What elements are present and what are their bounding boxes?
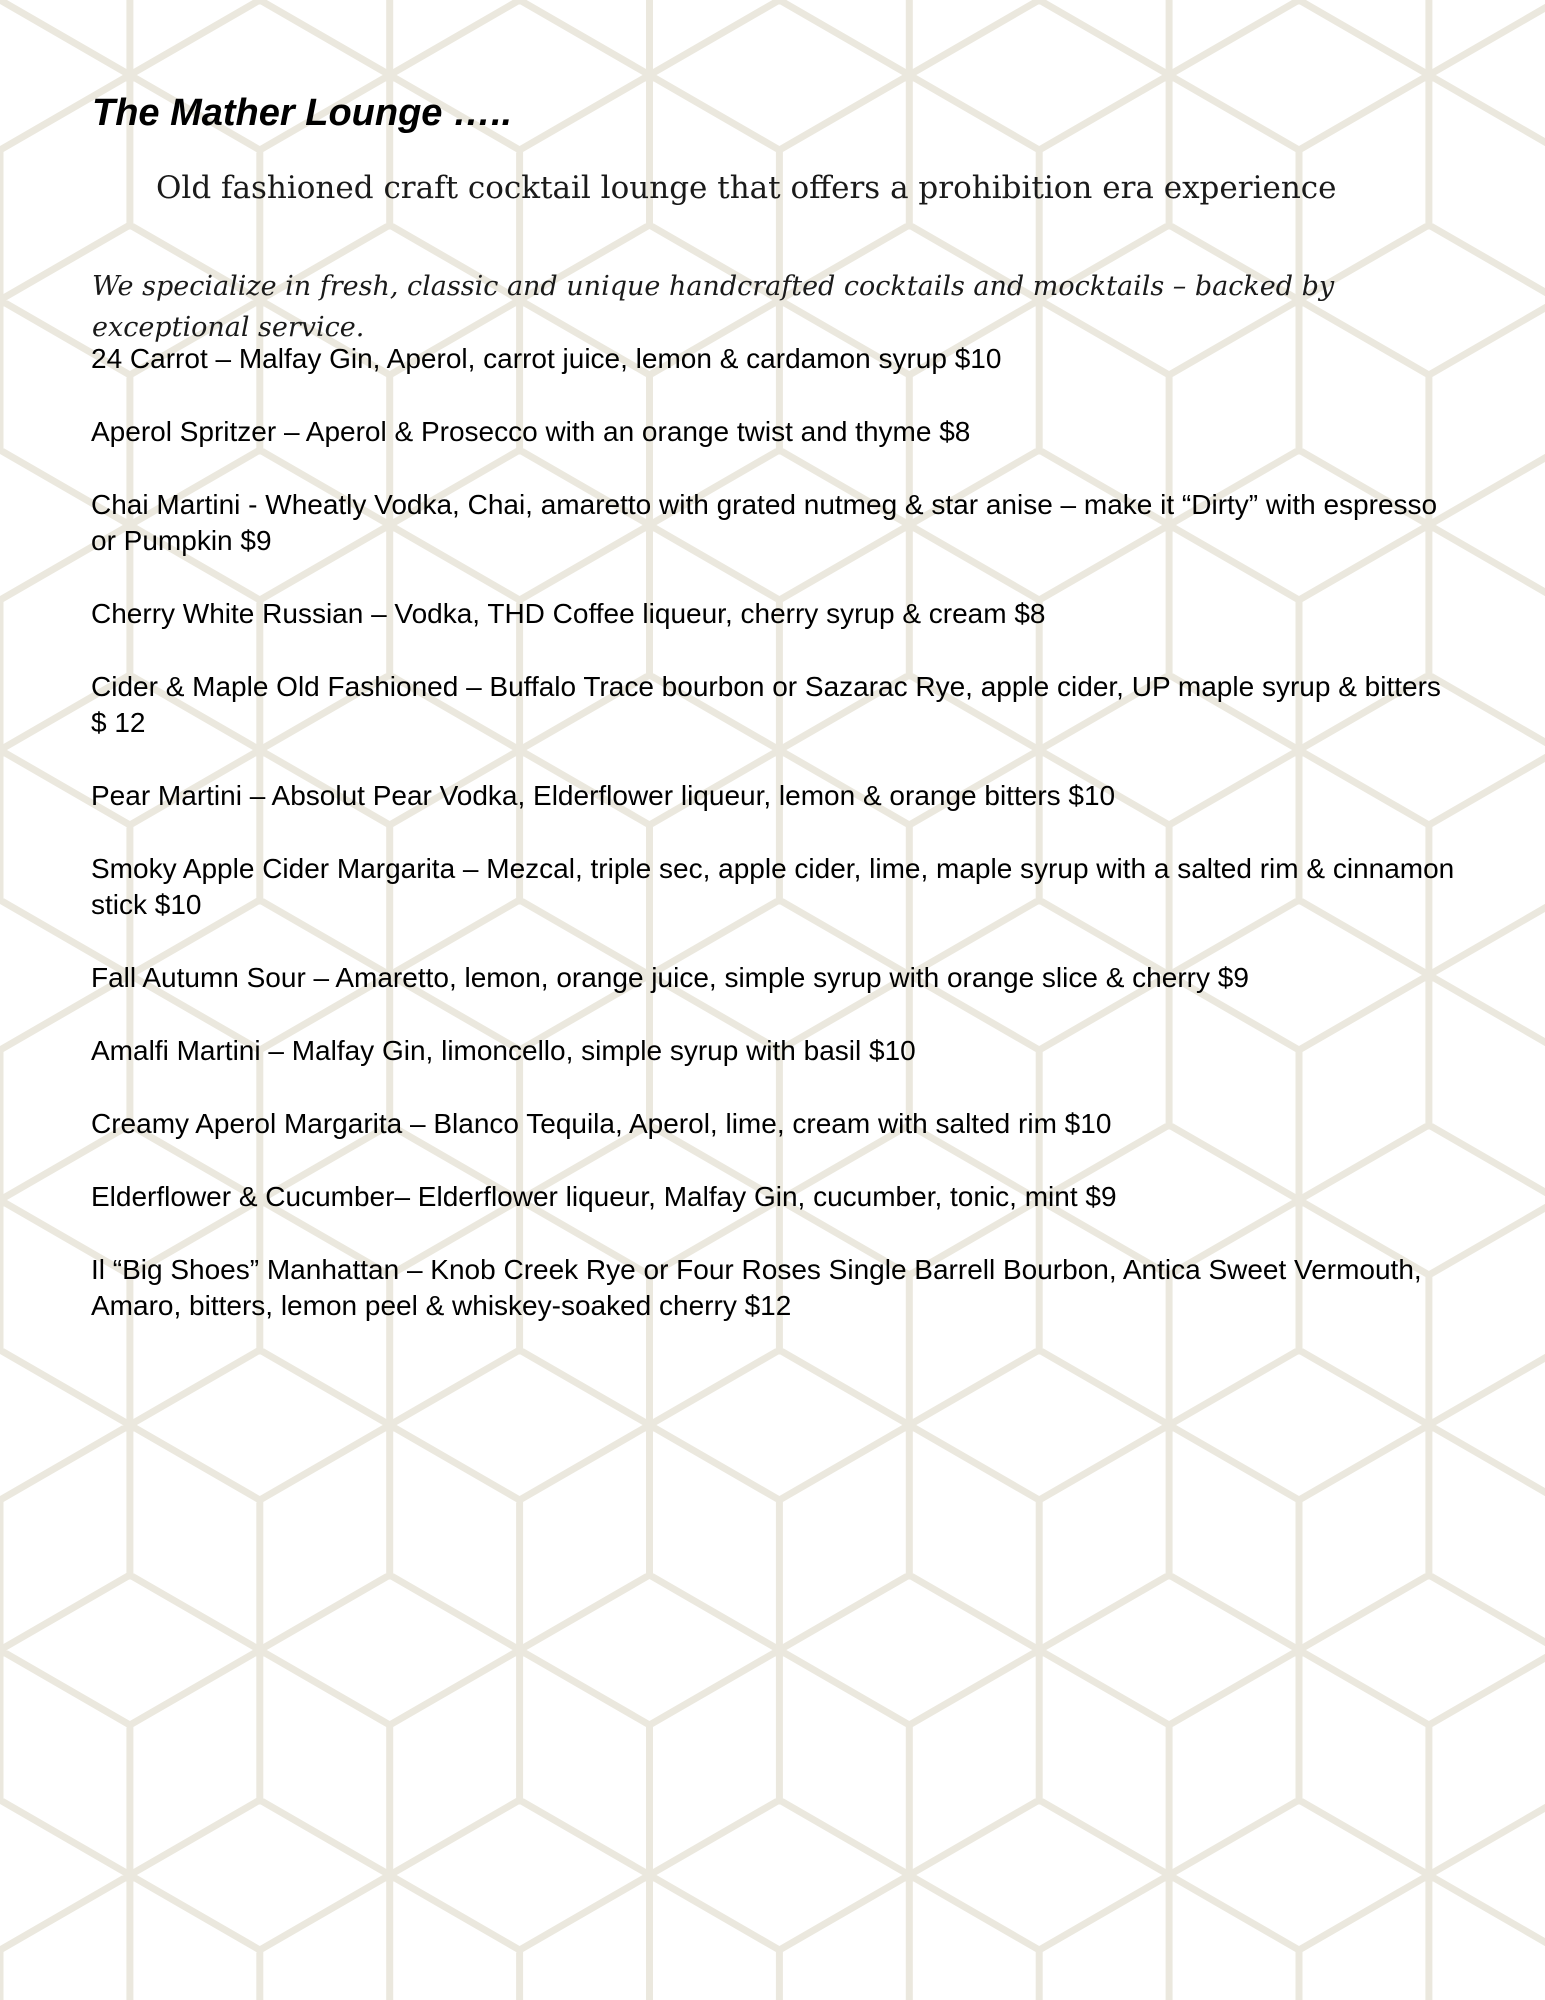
cocktail-item-fall-autumn-sour: Fall Autumn Sour – Amaretto, lemon, orange juice, simple syrup with orange slice & cherry $9: [91, 962, 1249, 993]
cocktail-item-pear-martini: Pear Martini – Absolut Pear Vodka, Elderflower liqueur, lemon & orange bitters $10: [91, 780, 1116, 811]
menu-intro: We specialize in fresh, classic and unique handcrafted cocktails and mocktails – backed by exceptional service.: [92, 271, 1335, 343]
cocktail-item-cider-maple-old-fashioned: Cider & Maple Old Fashioned – Buffalo Trace bourbon or Sazarac Rye, apple cider, UP maple syrup & bitters $ 12: [91, 671, 1441, 738]
cocktail-item-chai-martini: Chai Martini - Wheatly Vodka, Chai, amaretto with grated nutmeg & star anise – make it “Dirty” with espresso or Pumpkin $9: [91, 489, 1438, 556]
menu-title: The Mather Lounge …..: [92, 92, 513, 134]
cocktail-item-big-shoes-manhattan: Il “Big Shoes” Manhattan – Knob Creek Rye or Four Roses Single Barrell Bourbon, Antica Sweet Vermouth, Amaro, bitters, lemon peel & whiskey-soaked cherry $12: [91, 1254, 1422, 1321]
cocktail-item-cherry-white-russian: Cherry White Russian – Vodka, THD Coffee liqueur, cherry syrup & cream $8: [91, 598, 1046, 629]
cocktail-item-creamy-aperol-margarita: Creamy Aperol Margarita – Blanco Tequila, Aperol, lime, cream with salted rim $10: [91, 1108, 1112, 1139]
cocktail-list: [91, 341, 1461, 1361]
menu-tagline: Old fashioned craft cocktail lounge that offers a prohibition era experience: [156, 170, 1337, 206]
cocktail-item-24-carrot: 24 Carrot – Malfay Gin, Aperol, carrot juice, lemon & cardamon syrup $10: [91, 343, 1002, 374]
cocktail-item-smoky-apple-cider-margarita: Smoky Apple Cider Margarita – Mezcal, triple sec, apple cider, lime, maple syrup with a salted rim & cinnamon stick $10: [91, 853, 1455, 920]
cocktail-item-amalfi-martini: Amalfi Martini – Malfay Gin, limoncello, simple syrup with basil $10: [91, 1035, 916, 1066]
cocktail-item-elderflower-cucumber: Elderflower & Cucumber– Elderflower liqueur, Malfay Gin, cucumber, tonic, mint $9: [91, 1181, 1117, 1212]
cocktail-item-aperol-spritzer: Aperol Spritzer – Aperol & Prosecco with an orange twist and thyme $8: [91, 416, 971, 447]
